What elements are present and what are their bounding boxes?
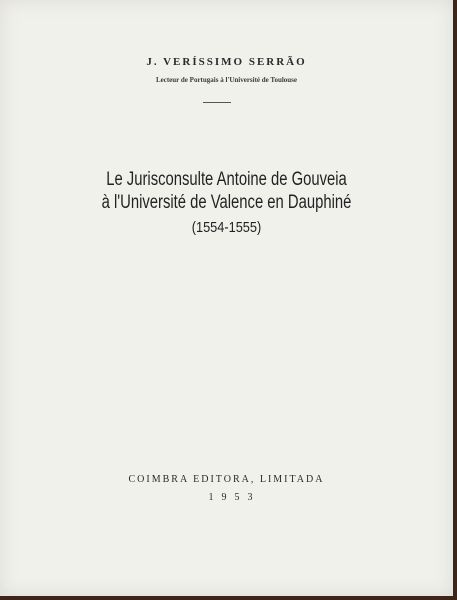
cover-edge-right [453, 0, 457, 600]
cover-edge-bottom [0, 596, 457, 600]
author-affiliation: Lecteur de Portugais à l'Université de Toulouse [155, 76, 298, 84]
book-title [50, 168, 403, 214]
publisher-name: COIMBRA EDITORA, LIMITADA [128, 474, 325, 485]
author-name: J. VERÍSSIMO SERRÃO [146, 56, 307, 68]
title-dates: (1554-1555) [191, 219, 262, 236]
title-line-2: à l'Université de Valence en Dauphiné [101, 192, 352, 213]
divider-rule [203, 102, 231, 103]
title-line-1: Le Jurisconsulte Antoine de Gouveia [106, 169, 347, 190]
publication-year: 1953 [208, 492, 261, 503]
